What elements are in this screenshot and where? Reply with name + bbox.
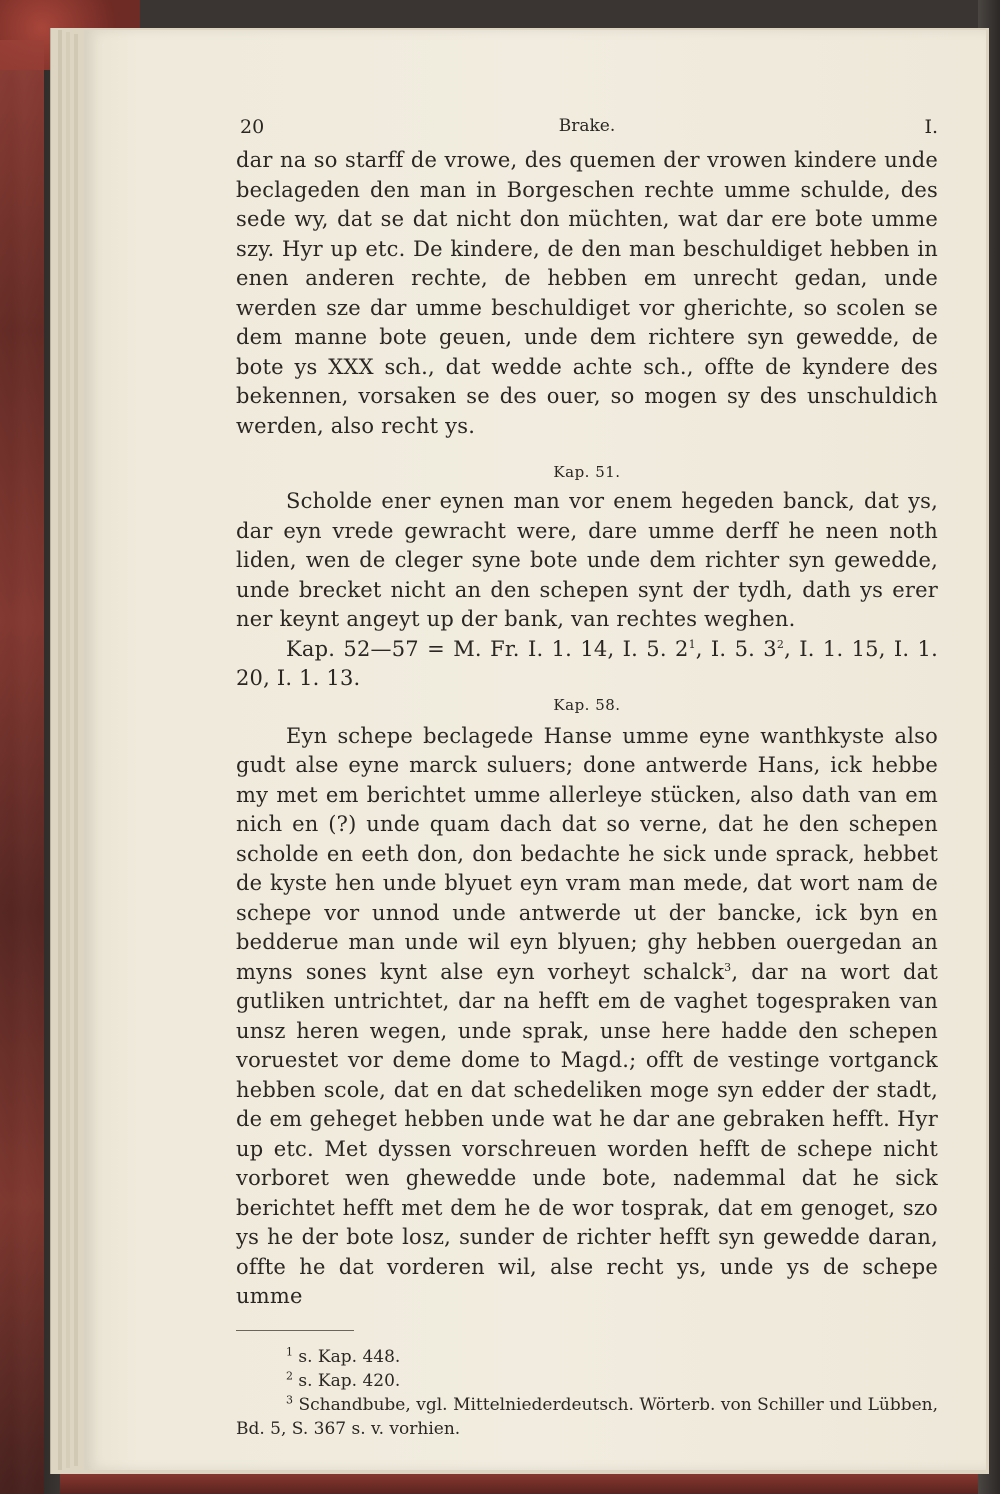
page-text	[236, 110, 938, 1441]
chapter-heading-51: Kap. 51.	[553, 463, 621, 481]
footnote-ref: 1	[688, 637, 696, 651]
footnote-ref: 2	[776, 637, 785, 651]
cover-bottom-edge	[60, 1472, 1000, 1494]
section-number: I.	[924, 116, 938, 138]
footnote-mark: 3	[286, 1392, 293, 1406]
footnote-divider	[236, 1330, 354, 1331]
page-edge-line	[74, 34, 78, 1466]
footnote-text: s. Kap. 420.	[293, 1370, 401, 1391]
footnote	[236, 1393, 938, 1441]
paragraph-4-text-b: , dar na wort dat gutliken untrichtet, dar na hefft em de vaghet togespraken van unsz heren wegen, unde sprak, unse here hadde den schepen voruestet vor deme dome to Magd.; offt de vestinge vortganck hebben scole, dat en dat schedeliken moge syn edder der stadt, de em geheget hebben unde wat he dar ane gebraken hefft. Hyr up etc. Met dyssen vorschreuen worden hefft de schepe nicht vorboret wen ghewedde unde bote, nademmal dat he sick berichtet hefft met dem he de wor tosprak, dat em genoget, szo ys he der bote losz, sunder de richter hefft syn gewedde daran, offte he dat vorderen wil, alse recht ys, unde ys de schepe umme	[236, 959, 938, 1308]
page-number: 20	[240, 116, 265, 138]
paragraph-4	[236, 722, 938, 1312]
paragraph-3-text-b: , I. 5. 3	[695, 636, 777, 661]
footnote-text: Schandbube, vgl. Mittelniederdeutsch. Wörterb. von Schiller und Lübben, Bd. 5, S. 367 s. v. vorhien.	[236, 1394, 938, 1439]
paragraph-3	[236, 635, 938, 694]
page-edge-line	[66, 32, 70, 1468]
cover-spine-edge	[0, 40, 44, 1494]
chapter-heading-58: Kap. 58.	[553, 695, 621, 714]
footnote-text: s. Kap. 448.	[293, 1346, 401, 1367]
page-edge-line	[58, 30, 62, 1470]
paragraph-4-text-a: Eyn schepe beclagede Hanse umme eyne wanthkyste also gudt alse eyne marck suluers; done antwerde Hans, ick hebbe my met em berichtet umme allerleye stücken, also dath van em nich en (?) unde quam dach dat so verne, dat he den schepen scholde en eeth don, don bedachte he sick unde sprack, hebbet de kyste hen unde blyuet eyn vram man mede, dat wort nam de schepe vor unnod unde antwerde ut der bancke, ick byn en bedderue man unde wil eyn blyuen; ghy hebben ouergedan an myns sones kynt alse eyn vorheyt schalck	[236, 723, 938, 984]
paragraph-2: Scholde ener eynen man vor enem hegeden banck, dat ys, dar eyn vrede gewracht were, dare umme derff he neen noth liden, wen de cleger syne bote unde dem richter syn gewedde, unde brecket nicht an den schepen synt der tydh, dath ys erer ner keynt angeyt up der bank, van rechtes weghen.	[236, 489, 938, 631]
running-header	[236, 110, 938, 146]
paragraph-3-text-c: , I. 1. 15, I. 1. 20, I. 1. 13.	[236, 636, 938, 690]
footnote-mark: 1	[286, 1344, 293, 1358]
running-title: Brake.	[558, 116, 616, 136]
footnote-ref: 3	[724, 960, 732, 974]
footnote-mark: 2	[286, 1368, 293, 1382]
footnote	[236, 1369, 938, 1393]
paragraph-1: dar na so starff de vrowe, des quemen der vrowen kindere unde beclageden den man in Borgeschen rechte umme schulde, des sede wy, dat se dat nicht don müchten, wat dar ere bote umme szy. Hyr up etc. De kindere, de den man beschuldiget hebben in enen anderen rechte, de hebben em unrecht gedan, unde werden sze dar umme beschuldiget vor gherichte, so scolen se dem manne bote geuen, unde dem richtere syn gewedde, de bote ys XXX sch., dat wedde achte sch., offte de kyndere des bekennen, vorsaken se des ouer, so mogen sy des unschuldich werden, also recht ys.	[236, 148, 938, 438]
paragraph-3-text-a: Kap. 52—57 = M. Fr. I. 1. 14, I. 5. 2	[286, 636, 689, 661]
footnote	[236, 1345, 938, 1369]
